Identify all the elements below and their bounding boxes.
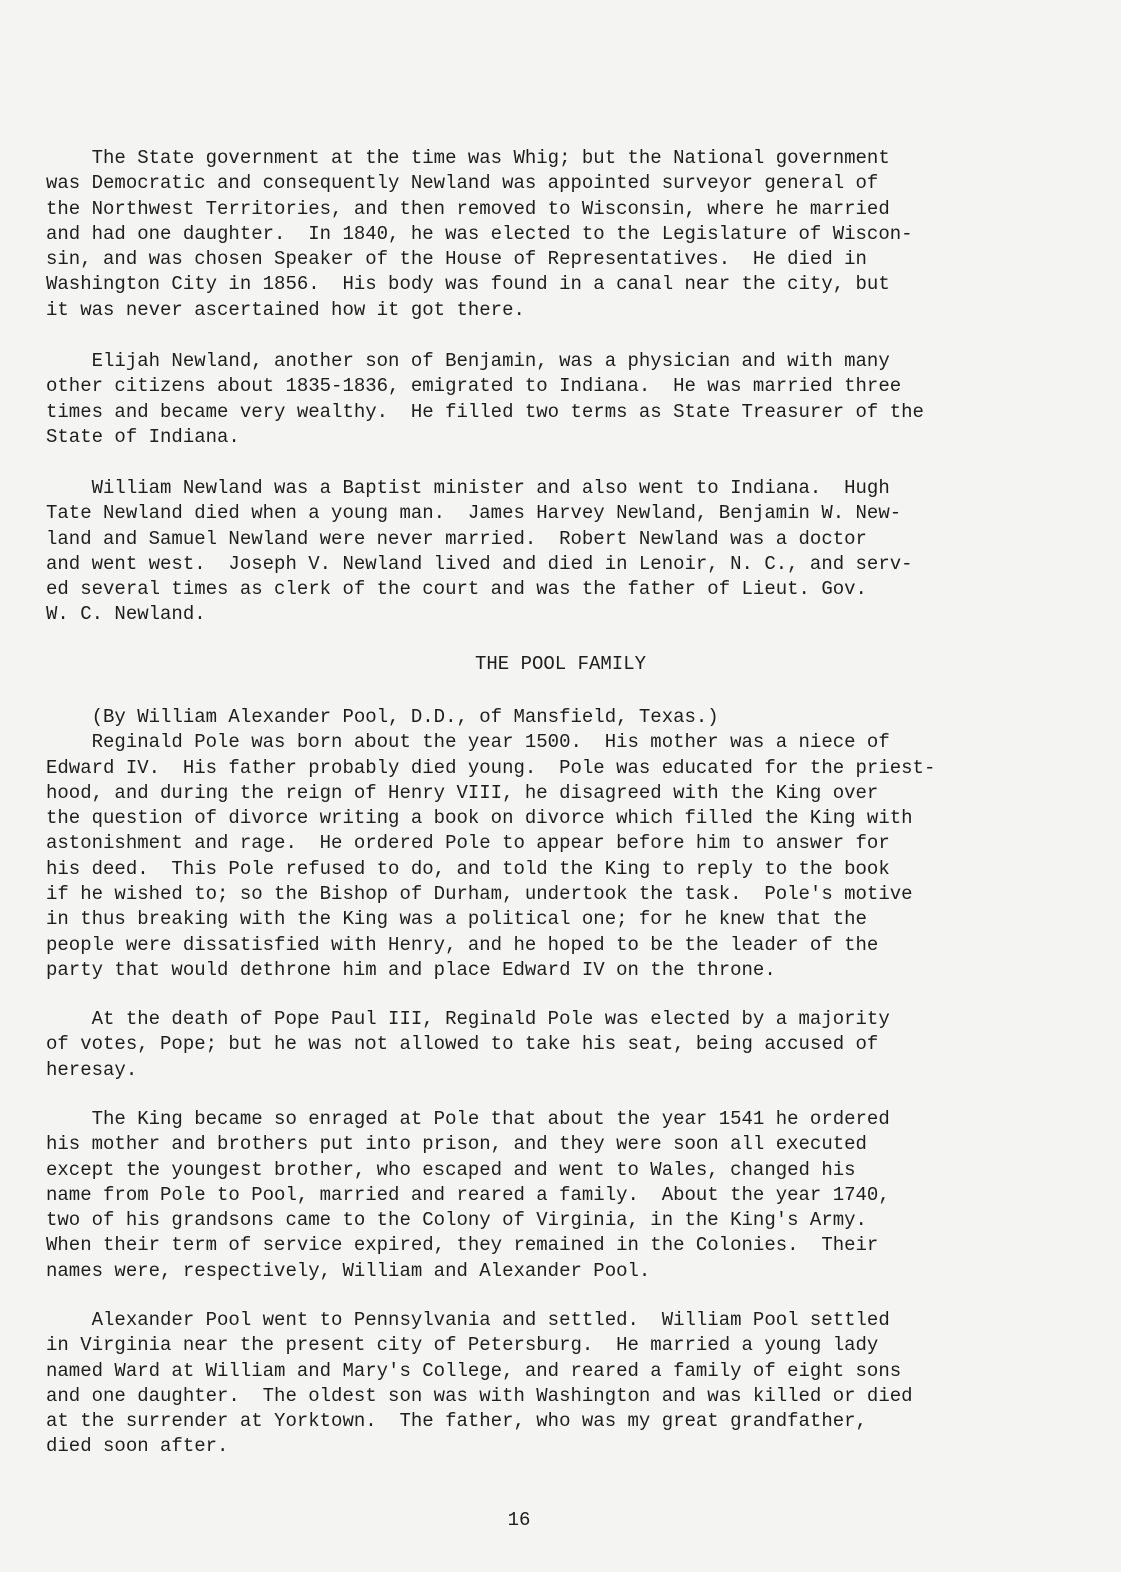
text-line: Alexander Pool went to Pennsylvania and settled. William Pool settled [46,1309,890,1331]
section-heading: THE POOL FAMILY [474,653,647,675]
text-line: times and became very wealthy. He filled two terms as State Treasurer of the [46,400,924,423]
text-line: except the youngest brother, who escaped and went to Wales, changed his [46,1158,856,1181]
text-line: and had one daughter. In 1840, he was elected to the Legislature of Wiscon- [46,222,913,245]
text-line: At the death of Pope Paul III, Reginald Pole was elected by a majority [46,1008,890,1030]
text-line: land and Samuel Newland were never married. Robert Newland was a doctor [46,527,867,550]
text-line: people were dissatisfied with Henry, and he hoped to be the leader of the [46,933,879,956]
text-line: William Newland was a Baptist minister and also went to Indiana. Hugh [46,477,890,499]
text-line: two of his grandsons came to the Colony of Virginia, in the King's Army. [46,1209,867,1232]
text-line: the Northwest Territories, and then removed to Wisconsin, where he married [46,197,890,220]
paragraph-alexander-pool [46,1308,1016,1460]
text-line: named Ward at William and Mary's College, and reared a family of eight sons [46,1359,902,1382]
text-line: sin, and was chosen Speaker of the House of Representatives. He died in [46,248,867,271]
text-line: in Virginia near the present city of Petersburg. He married a young lady [46,1334,879,1357]
text-line: Washington City in 1856. His body was found in a canal near the city, but [46,273,890,296]
paragraph-newland-government [46,146,1016,323]
text-line: hood, and during the reign of Henry VIII, he disagreed with the King over [46,781,879,804]
text-line: party that would dethrone him and place Edward IV on the throne. [46,958,776,981]
text-line: it was never ascertained how it got there. [46,298,525,321]
text-line: if he wished to; so the Bishop of Durham, undertook the task. Pole's motive [46,883,913,906]
text-line: the question of divorce writing a book on divorce which filled the King with [46,807,913,830]
text-line: (By William Alexander Pool, D.D., of Mansfield, Texas.) [46,706,719,728]
text-line: heresay. [46,1058,138,1081]
text-line: his deed. This Pole refused to do, and told the King to reply to the book [46,857,890,880]
text-line: and went west. Joseph V. Newland lived and died in Lenoir, N. C., and serv- [46,552,913,575]
text-line: names were, respectively, William and Alexander Pool. [46,1259,651,1282]
text-line: Elijah Newland, another son of Benjamin, was a physician and with many [46,350,890,372]
text-line: in thus breaking with the King was a political one; for he knew that the [46,908,867,931]
text-line: other citizens about 1835-1836, emigrated to Indiana. He was married three [46,375,902,398]
text-line: Edward IV. His father probably died young. Pole was educated for the priest- [46,756,936,779]
text-line: Reginald Pole was born about the year 1500. His mother was a niece of [46,731,890,754]
paragraph-pope-paul [46,1007,1016,1083]
text-line: State of Indiana. [46,425,240,448]
paragraph-reginald-pole [46,705,1016,983]
text-line: of votes, Pope; but he was not allowed to take his seat, being accused of [46,1033,879,1056]
text-line: name from Pole to Pool, married and reared a family. About the year 1740, [46,1183,890,1206]
text-line: and one daughter. The oldest son was with Washington and was killed or died [46,1384,913,1407]
text-line: was Democratic and consequently Newland was appointed surveyor general of [46,172,879,195]
paragraph-king-enraged [46,1107,1016,1284]
text-line: The State government at the time was Whig; but the National government [46,147,890,169]
text-line: ed several times as clerk of the court and was the father of Lieut. Gov. [46,578,867,601]
text-line: died soon after. [46,1435,229,1458]
text-line: The King became so enraged at Pole that about the year 1541 he ordered [46,1108,890,1130]
text-line: his mother and brothers put into prison, and they were soon all executed [46,1133,867,1156]
paragraph-elijah-newland [46,349,1016,450]
text-line: When their term of service expired, they remained in the Colonies. Their [46,1234,879,1257]
text-line: at the surrender at Yorktown. The father, who was my great grandfather, [46,1410,867,1433]
text-line: W. C. Newland. [46,603,206,626]
text-line: Tate Newland died when a young man. James Harvey Newland, Benjamin W. New- [46,502,902,525]
paragraph-william-newland [46,476,1016,628]
text-line: astonishment and rage. He ordered Pole to appear before him to answer for [46,832,890,855]
page-number: 16 [507,1509,531,1531]
